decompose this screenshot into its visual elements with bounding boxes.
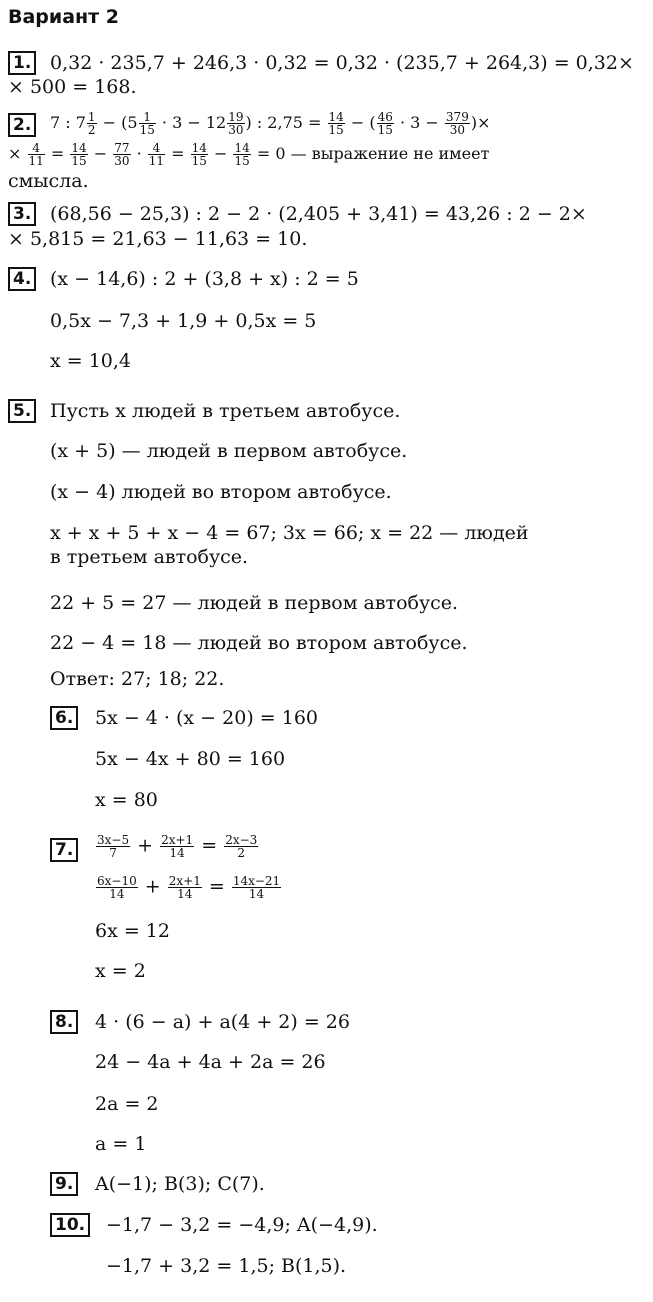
problem-number-4: 4. xyxy=(8,267,36,291)
problem-number-1: 1. xyxy=(8,51,36,75)
problem-5-line-2: (x + 5) — людей в первом автобусе. xyxy=(50,440,408,462)
problem-6-line-1: 5x − 4 · (x − 20) = 160 xyxy=(95,707,318,729)
problem-5-line-7: 22 − 4 = 18 — людей во втором автобусе. xyxy=(50,632,468,654)
problem-3-line-2: × 5,815 = 21,63 − 11,63 = 10. xyxy=(8,228,308,250)
problem-number-7: 7. xyxy=(50,838,78,862)
problem-2-line-3: смысла. xyxy=(8,170,89,192)
problem-7-line-1: $\frac{3x-5}{7}$ + $\frac{2x+1}{14}$ = $\frac{2x-3}{2}$ xyxy=(97,833,258,860)
problem-8-line-4: a = 1 xyxy=(95,1133,147,1155)
problem-number-9: 9. xyxy=(50,1172,78,1196)
problem-5-line-3: (x − 4) людей во втором автобусе. xyxy=(50,481,392,503)
problem-5-line-6: 22 + 5 = 27 — людей в первом автобусе. xyxy=(50,592,459,614)
problem-9-line-1: A(−1); B(3); C(7). xyxy=(95,1173,265,1195)
problem-5-line-1: Пусть x людей в третьем автобусе. xyxy=(50,400,401,422)
problem-5-answer: Ответ: 27; 18; 22. xyxy=(50,668,225,690)
problem-2-line-2: × $\frac{4}{11}$ = $\frac{14}{15}$ − $\frac{77}{30}$ · $\frac{4}{11}$ = $\frac{14}{15}$ − $\frac{14}{15}$ = 0 — выражение не имеет xyxy=(8,141,490,168)
problem-8-line-1: 4 · (6 − a) + a(4 + 2) = 26 xyxy=(95,1011,350,1033)
problem-7-line-4: x = 2 xyxy=(95,960,146,982)
problem-number-8: 8. xyxy=(50,1010,78,1034)
problem-5-line-5: в третьем автобусе. xyxy=(50,546,249,568)
problem-number-10: 10. xyxy=(50,1213,90,1237)
problem-4-line-1: (x − 14,6) : 2 + (3,8 + x) : 2 = 5 xyxy=(50,268,359,290)
problem-8-line-2: 24 − 4a + 4a + 2a = 26 xyxy=(95,1051,326,1073)
problem-number-2: 2. xyxy=(8,113,36,137)
problem-number-6: 6. xyxy=(50,706,78,730)
problem-number-3: 3. xyxy=(8,202,36,226)
problem-number-5: 5. xyxy=(8,399,36,423)
problem-10-line-2: −1,7 + 3,2 = 1,5; B(1,5). xyxy=(106,1255,347,1277)
problem-1-line-1: 0,32 · 235,7 + 246,3 · 0,32 = 0,32 · (235,7 + 264,3) = 0,32× xyxy=(50,52,634,74)
problem-7-line-2: $\frac{6x-10}{14}$ + $\frac{2x+1}{14}$ = $\frac{14x-21}{14}$ xyxy=(97,874,281,901)
page-title: Вариант 2 xyxy=(8,6,120,28)
problem-6-line-3: x = 80 xyxy=(95,789,158,811)
problem-5-line-4: x + x + 5 + x − 4 = 67; 3x = 66; x = 22 — людей xyxy=(50,522,529,544)
problem-3-line-1: (68,56 − 25,3) : 2 − 2 · (2,405 + 3,41) = 43,26 : 2 − 2× xyxy=(50,203,587,225)
problem-4-line-3: x = 10,4 xyxy=(50,350,132,372)
problem-8-line-3: 2a = 2 xyxy=(95,1093,159,1115)
problem-6-line-2: 5x − 4x + 80 = 160 xyxy=(95,748,286,770)
problem-1-line-2: × 500 = 168. xyxy=(8,76,137,98)
problem-10-line-1: −1,7 − 3,2 = −4,9; A(−4,9). xyxy=(106,1214,378,1236)
problem-2-line-1: 7 : 7 $\frac{1}{2}$ − (5 $\frac{1}{15}$ · 3 − 12 $\frac{19}{30}$ ) : 2,75 = $\frac{14}{15}$ − ( $\frac{46}{15}$ · 3 − $\frac{379}{30}$ )× xyxy=(50,110,491,137)
problem-7-line-3: 6x = 12 xyxy=(95,920,170,942)
problem-4-line-2: 0,5x − 7,3 + 1,9 + 0,5x = 5 xyxy=(50,310,317,332)
